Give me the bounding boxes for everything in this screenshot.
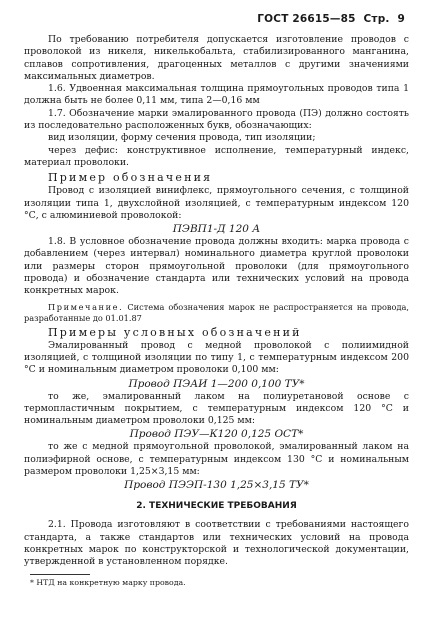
- paragraph-2-1: 2.1. Провода изготовляют в соответствии с требованиями настоящего стандарта, а также стандартов или технических условий на провода конкретных марок по конструкторской и технологической документации, утвержденной в установленном порядке.: [24, 519, 409, 568]
- paragraph-custom-wires: По требованию потребителя допускается изготовление проводов с проволокой из никеля, никелькобальта, стабилизированного манганина, сплавов сопротивления, драгоценных металлов с другими значениями максимальных диаметров.: [24, 34, 409, 82]
- note: [24, 302, 409, 324]
- paragraph-1-7-item-b: через дефис: конструктивное исполнение, температурный индекс, материал проволоки.: [24, 144, 409, 168]
- document-body: [24, 34, 409, 588]
- paragraph-1-7-item-a: вид изоляции, форму сечения провода, тип изоляции;: [48, 132, 316, 144]
- example-3-designation: Провод ПЭЭП-130 1,25×3,15 ТУ*: [124, 479, 309, 492]
- paragraph-1-8: 1.8. В условное обозначение провода должны входить: марка провода с добавлением (через интервал) номинального диаметра круглой проволоки или размеры сторон прямоугольной проволоки (для прямоугольного провода) и обозначение стандарта или технических условий на провода конкретных марок.: [24, 236, 409, 297]
- paragraph-1-6: 1.6. Удвоенная максимальная толщина прямоугольных проводов типа 1 должна быть не более 0,11 мм, типа 2—0,16 мм: [24, 83, 409, 107]
- example-designation: ПЭВП1-Д 120 А: [172, 223, 261, 236]
- example-1-text: Эмалированный провод с медной проволокой с полиимидной изоляцией, с толщиной изоляции по типу 1, с температурным индексом 200 °С и номинальным диаметром проволоки 0,100 мм:: [24, 339, 409, 376]
- examples-heading: Примеры условных обозначений: [48, 325, 302, 339]
- note-label: Примечание.: [48, 301, 124, 312]
- example-3-text: то же с медной прямоугольной проволокой, эмалированный лаком на полиэфирной основе, с температурным индексом 130 °С и номинальным размером проволоки 1,25×3,15 мм:: [24, 441, 409, 478]
- page-number: 9: [397, 13, 405, 25]
- note-text: Система обозначения марок не распространяется на провода, разработанные до 01.01.87: [24, 301, 409, 323]
- example-1-designation: Провод ПЭАИ 1—200 0,100 ТУ*: [128, 377, 305, 390]
- example-2-text: то же, эмалированный лаком на полиуретановой основе с термопластичным покрытием, с температурным индексом 120 °С и номинальным диаметром проволоки 0,125 мм:: [24, 390, 409, 427]
- example-text: Провод с изоляцией винифлекс, прямоугольного сечения, с толщиной изоляции типа 1, двухслойной изоляцией, с температурным индексом 120 °С, с алюминиевой проволокой:: [24, 185, 409, 221]
- example-heading: Пример обозначения: [48, 171, 213, 185]
- paragraph-1-7: 1.7. Обозначение марки эмалированного провода (ПЭ) должно состоять из последовательно расположенных букв, обозначающих:: [24, 107, 409, 132]
- page-label: Стр.: [363, 13, 390, 25]
- example-2-designation: Провод ПЭУ—К120 0,125 ОСТ*: [129, 428, 304, 441]
- page-header: [253, 13, 405, 25]
- section-title: 2. ТЕХНИЧЕСКИЕ ТРЕБОВАНИЯ: [136, 501, 297, 512]
- footnote: * НТД на конкретную марку провода.: [30, 577, 186, 587]
- footnote-divider: [30, 574, 90, 575]
- standard-number: ГОСТ 26615—85: [257, 13, 356, 25]
